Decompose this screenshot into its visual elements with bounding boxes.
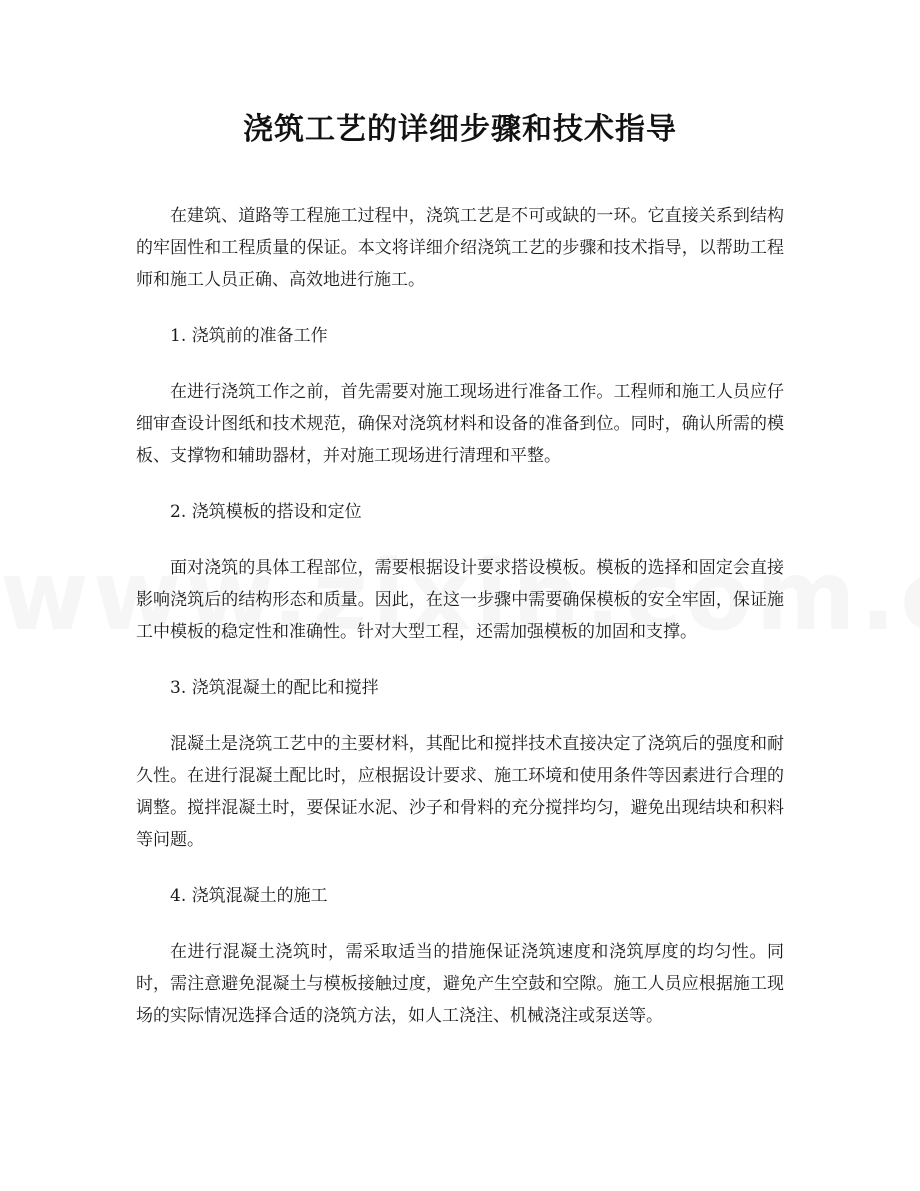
intro-paragraph: 在建筑、道路等工程施工过程中，浇筑工艺是不可或缺的一环。它直接关系到结构的牢固性和工程质量的保证。本文将详细介绍浇筑工艺的步骤和技术指导，以帮助工程师和施工人员正确、高效地进行施工。 bbox=[136, 206, 784, 290]
section-heading-3: 3. 浇筑混凝土的配比和搅拌 bbox=[170, 678, 379, 698]
section-body-4: 在进行混凝土浇筑时，需采取适当的措施保证浇筑速度和浇筑厚度的均匀性。同时，需注意避免混凝土与模板接触过度，避免产生空鼓和空隙。施工人员应根据施工现场的实际情况选择合适的浇筑方法，如人工浇注、机械浇注或泵送等。 bbox=[136, 942, 784, 1026]
section-body-1: 在进行浇筑工作之前，首先需要对施工现场进行准备工作。工程师和施工人员应仔细审查设计图纸和技术规范，确保对浇筑材料和设备的准备到位。同时，确认所需的模板、支撑物和辅助器材，并对施工现场进行清理和平整。 bbox=[136, 382, 784, 466]
section-body-3: 混凝土是浇筑工艺中的主要材料，其配比和搅拌技术直接决定了浇筑后的强度和耐久性。在进行混凝土配比时，应根据设计要求、施工环境和使用条件等因素进行合理的调整。搅拌混凝土时，要保证水泥、沙子和骨料的充分搅拌均匀，避免出现结块和积料等问题。 bbox=[136, 734, 784, 850]
section-heading-4: 4. 浇筑混凝土的施工 bbox=[170, 886, 328, 906]
section-heading-2: 2. 浇筑模板的搭设和定位 bbox=[170, 502, 362, 522]
section-body-2: 面对浇筑的具体工程部位，需要根据设计要求搭设模板。模板的选择和固定会直接影响浇筑后的结构形态和质量。因此，在这一步骤中需要确保模板的安全牢固，保证施工中模板的稳定性和准确性。针对大型工程，还需加强模板的加固和支撑。 bbox=[136, 558, 784, 642]
section-heading-1: 1. 浇筑前的准备工作 bbox=[170, 326, 328, 346]
document-title: 浇筑工艺的详细步骤和技术指导 bbox=[243, 112, 677, 147]
